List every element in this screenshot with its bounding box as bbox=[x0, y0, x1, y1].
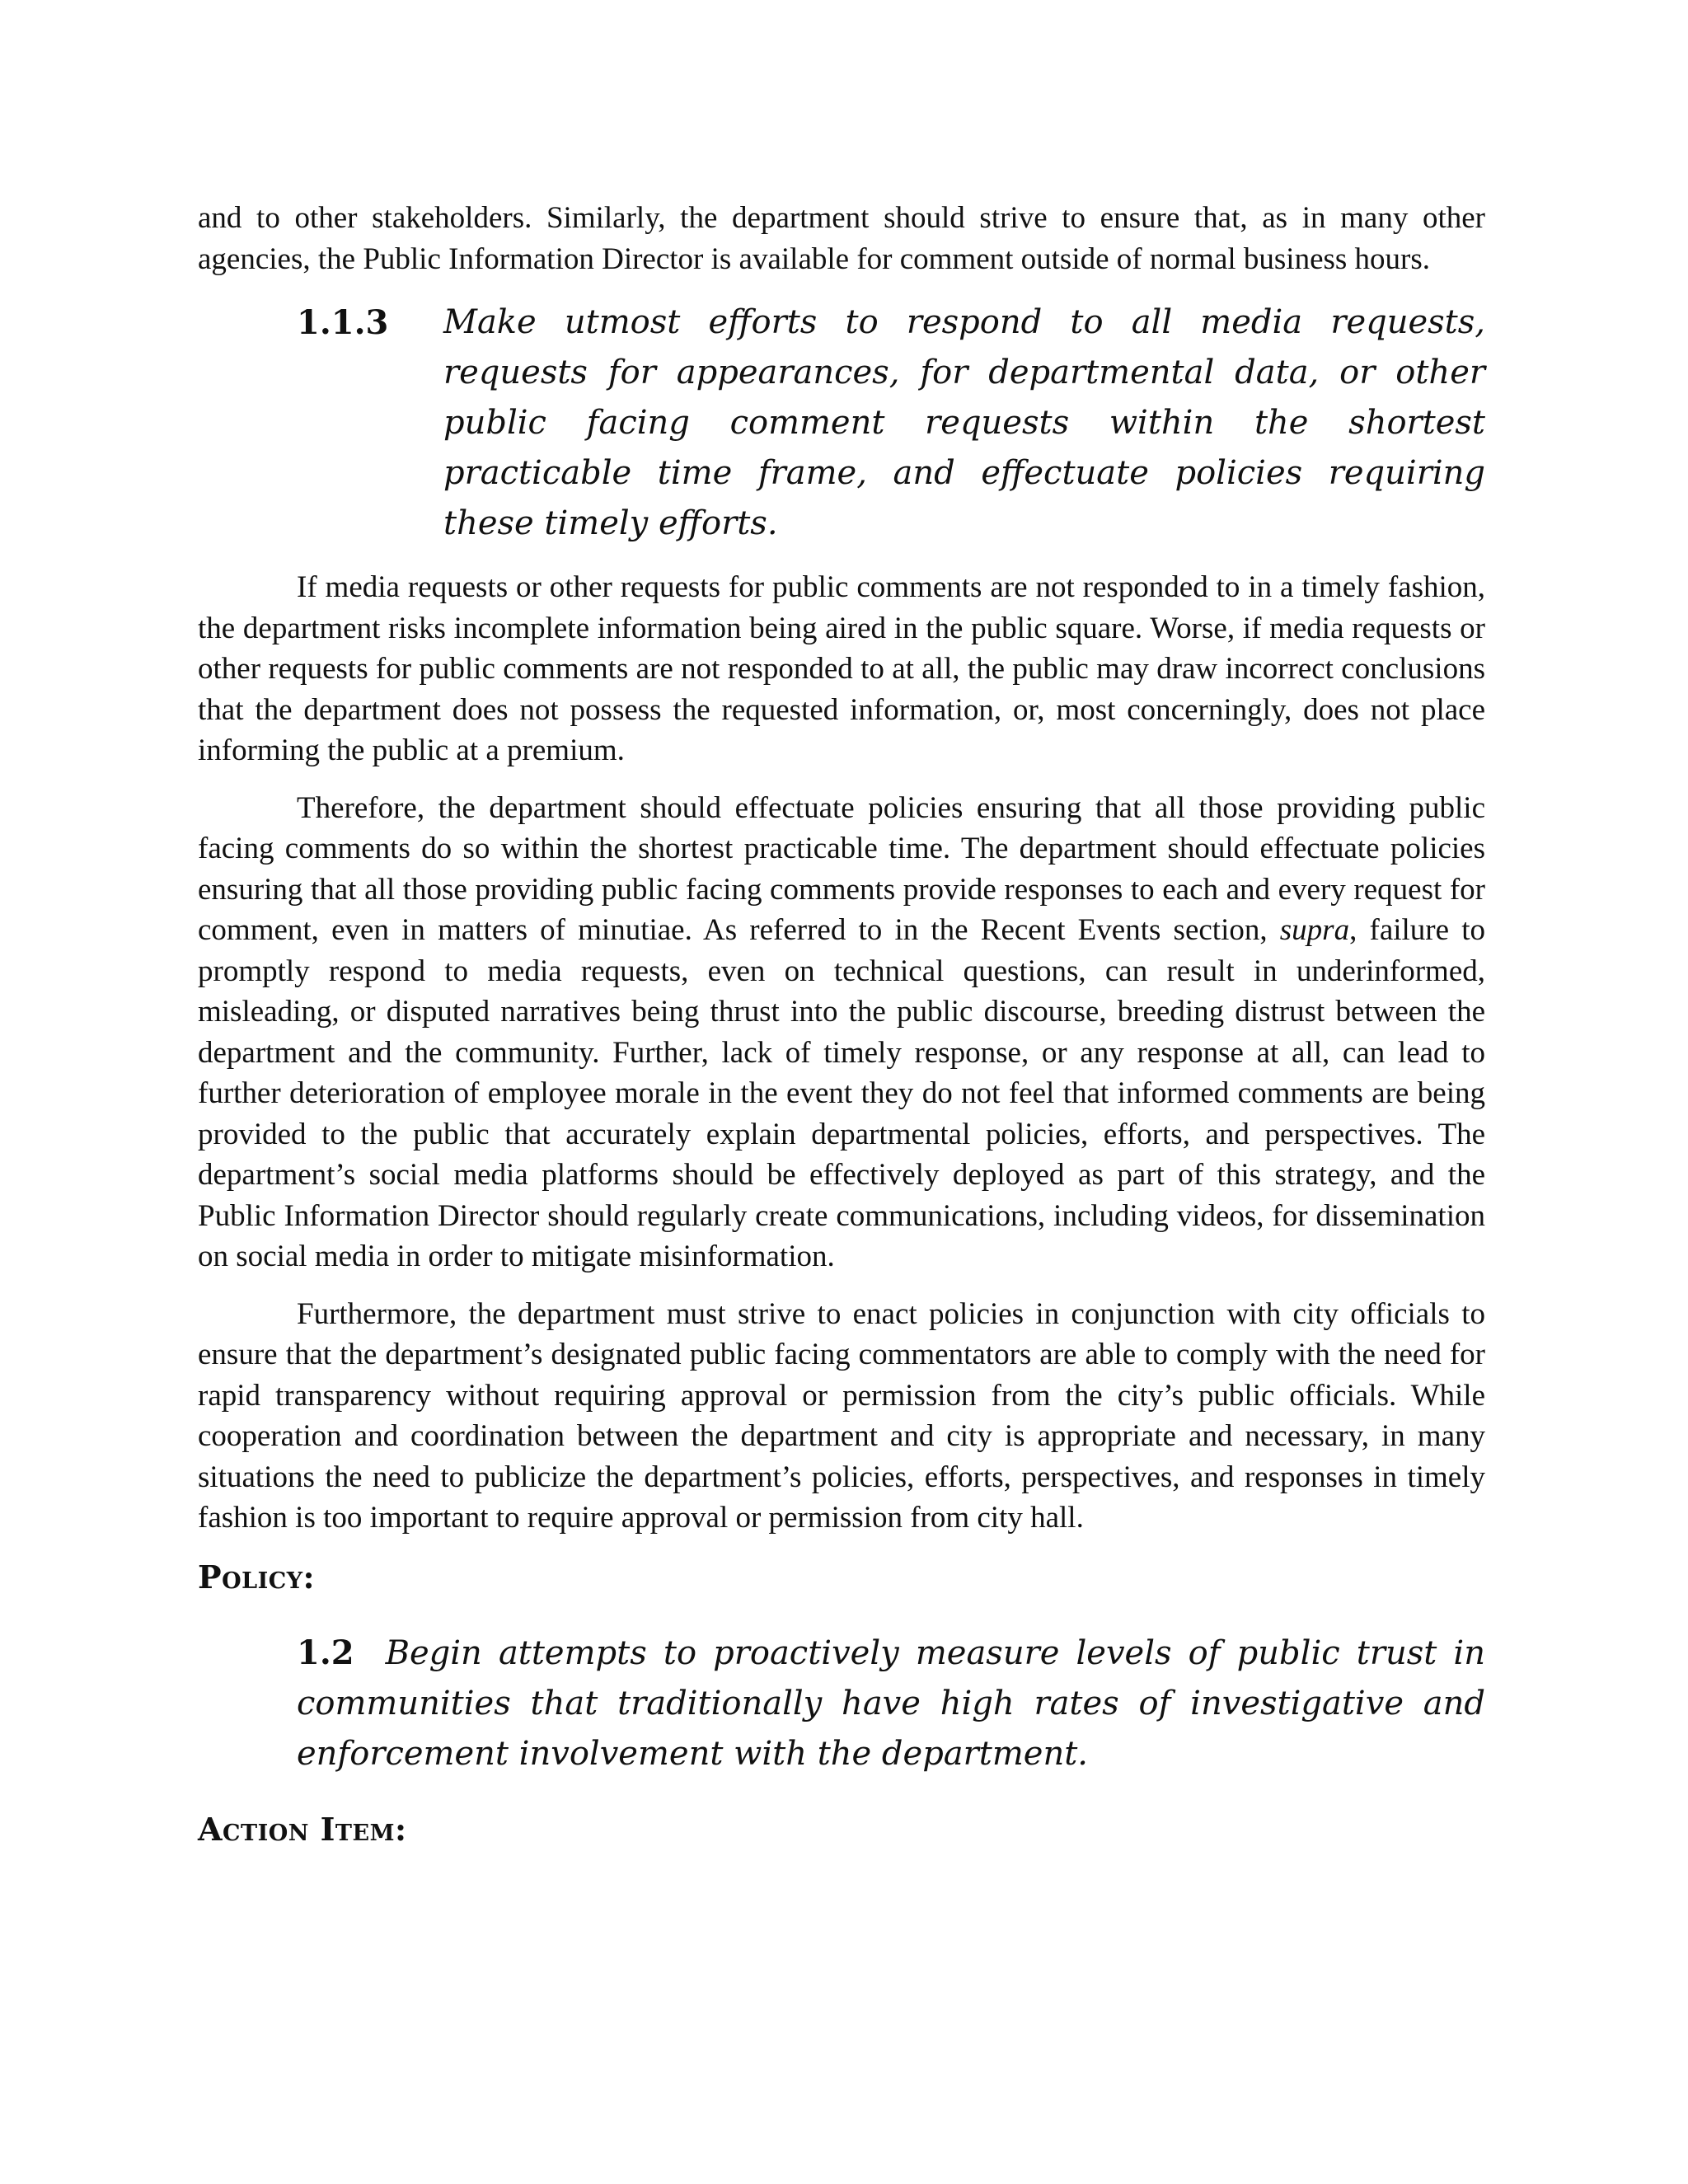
paragraph-therefore-part-1: Therefore, the department should effectuate policies ensuring that all those providing public facing comments do so within the shortest practicable time. The department should effectuate policies ensuring that all those providing public facing comments provide responses to each and every request for comment, even in matters of minutiae. As referred to in the Recent Events section, bbox=[198, 790, 1485, 947]
paragraph-therefore-part-2: , failure to promptly respond to media requests, even on technical questions, can result in underinformed, misleading, or disputed narratives being thrust into the public discourse, breeding distrust between the department and the community. Further, lack of timely response, or any response at all, can lead to further deterioration of employee morale in the event they do not feel that informed comments are being provided to the public that accurately explain departmental policies, efforts, and perspectives. The department’s social media platforms should be effectively deployed as part of this strategy, and the Public Information Director should regularly create communications, including videos, for dissemination on social media in order to mitigate misinformation. bbox=[198, 913, 1485, 1273]
item-1-1-3-number: 1.1.3 bbox=[297, 303, 389, 342]
page-content bbox=[198, 198, 1485, 1850]
paragraph-media-requests: If media requests or other requests for public comments are not responded to in a timely fashion, the department risks incomplete information being aired in the public square. Worse, if media requests or other requests for public comments are not responded to at all, the public may draw incorrect conclusions that the department does not possess the requested information, or, most concerningly, does not place informing the public at a premium. bbox=[198, 570, 1485, 767]
supra-italic: supra bbox=[1279, 913, 1350, 947]
action-item-heading: Action Item: bbox=[198, 1810, 407, 1848]
policy-1-2-number: 1.2 bbox=[297, 1633, 354, 1672]
paragraph-furthermore: Furthermore, the department must strive to enact policies in conjunction with city officials to ensure that the department’s designated public facing commentators are able to comply with the need for rapid transparency without requiring approval or permission from the city’s public officials. While cooperation and coordination between the department and city is appropriate and necessary, in many situations the need to publicize the department’s policies, efforts, perspectives, and responses in timely fashion is too important to require approval or permission from city hall. bbox=[198, 1296, 1485, 1535]
policy-heading: Policy: bbox=[198, 1558, 315, 1596]
policy-1-2-text: Begin attempts to proactively measure levels of public trust in communities that traditionally have high rates of investigative and enforcement involvement with the department. bbox=[297, 1633, 1485, 1773]
policy-1-2 bbox=[297, 1628, 1485, 1779]
item-1-1-3 bbox=[297, 298, 1485, 549]
intro-paragraph: and to other stakeholders. Similarly, the department should strive to ensure that, as in many other agencies, the Public Information Director is available for comment outside of normal business hours. bbox=[198, 201, 1485, 276]
paragraph-therefore bbox=[198, 788, 1485, 1277]
item-1-1-3-text: Make utmost efforts to respond to all media requests, requests for appearances, for departmental data, or other public facing comment requests within the shortest practicable time frame, and effectuate policies requiring these timely efforts. bbox=[443, 303, 1485, 542]
